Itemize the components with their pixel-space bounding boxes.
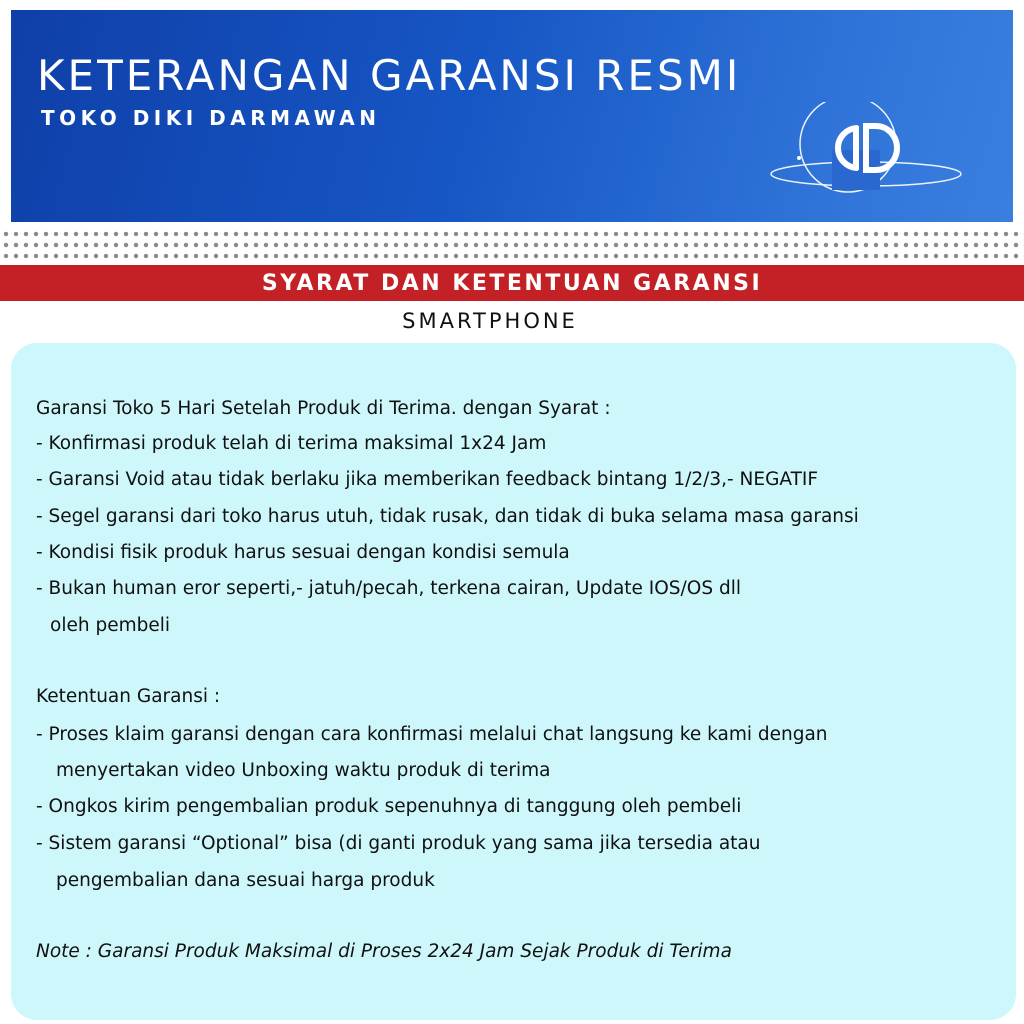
dot-divider-top <box>0 231 1024 237</box>
warranty-terms-card <box>11 343 1016 1020</box>
dot-divider-bottom <box>0 253 1024 259</box>
header-banner <box>11 10 1013 222</box>
syarat-item-continuation: oleh pembeli <box>50 615 170 636</box>
syarat-item: - Segel garansi dari toko harus utuh, tidak rusak, dan tidak di buka selama masa garansi <box>36 506 859 527</box>
ketentuan-item: - Ongkos kirim pengembalian produk sepenuhnya di tanggung oleh pembeli <box>36 796 742 817</box>
ketentuan-item-continuation: menyertakan video Unboxing waktu produk di terima <box>56 760 551 781</box>
syarat-intro: Garansi Toko 5 Hari Setelah Produk di Terima. dengan Syarat : <box>36 398 611 419</box>
warranty-note: Note : Garansi Produk Maksimal di Proses 2x24 Jam Sejak Produk di Terima <box>36 941 732 962</box>
dot-divider-middle <box>0 242 1024 248</box>
syarat-item: - Konfirmasi produk telah di terima maksimal 1x24 Jam <box>36 433 547 454</box>
syarat-item: - Garansi Void atau tidak berlaku jika memberikan feedback bintang 1/2/3,- NEGATIF <box>36 469 819 490</box>
syarat-item: - Bukan human eror seperti,- jatuh/pecah, terkena cairan, Update IOS/OS dll <box>36 578 741 599</box>
ketentuan-item-continuation: pengembalian dana sesuai harga produk <box>56 870 435 891</box>
ketentuan-item: - Sistem garansi “Optional” bisa (di ganti produk yang sama jika tersedia atau <box>36 833 761 854</box>
product-category-label: SMARTPHONE <box>402 309 578 333</box>
ketentuan-title: Ketentuan Garansi : <box>36 686 221 707</box>
dd-monogram-logo-icon <box>766 102 986 202</box>
section-title: SYARAT DAN KETENTUAN GARANSI <box>261 270 763 296</box>
syarat-item: - Kondisi fisik produk harus sesuai dengan kondisi semula <box>36 542 570 563</box>
banner-subtitle: TOKO DIKI DARMAWAN <box>41 106 381 130</box>
section-title-band <box>0 265 1024 301</box>
ketentuan-item: - Proses klaim garansi dengan cara konfirmasi melalui chat langsung ke kami dengan <box>36 724 828 745</box>
banner-title: KETERANGAN GARANSI RESMI <box>37 51 742 100</box>
